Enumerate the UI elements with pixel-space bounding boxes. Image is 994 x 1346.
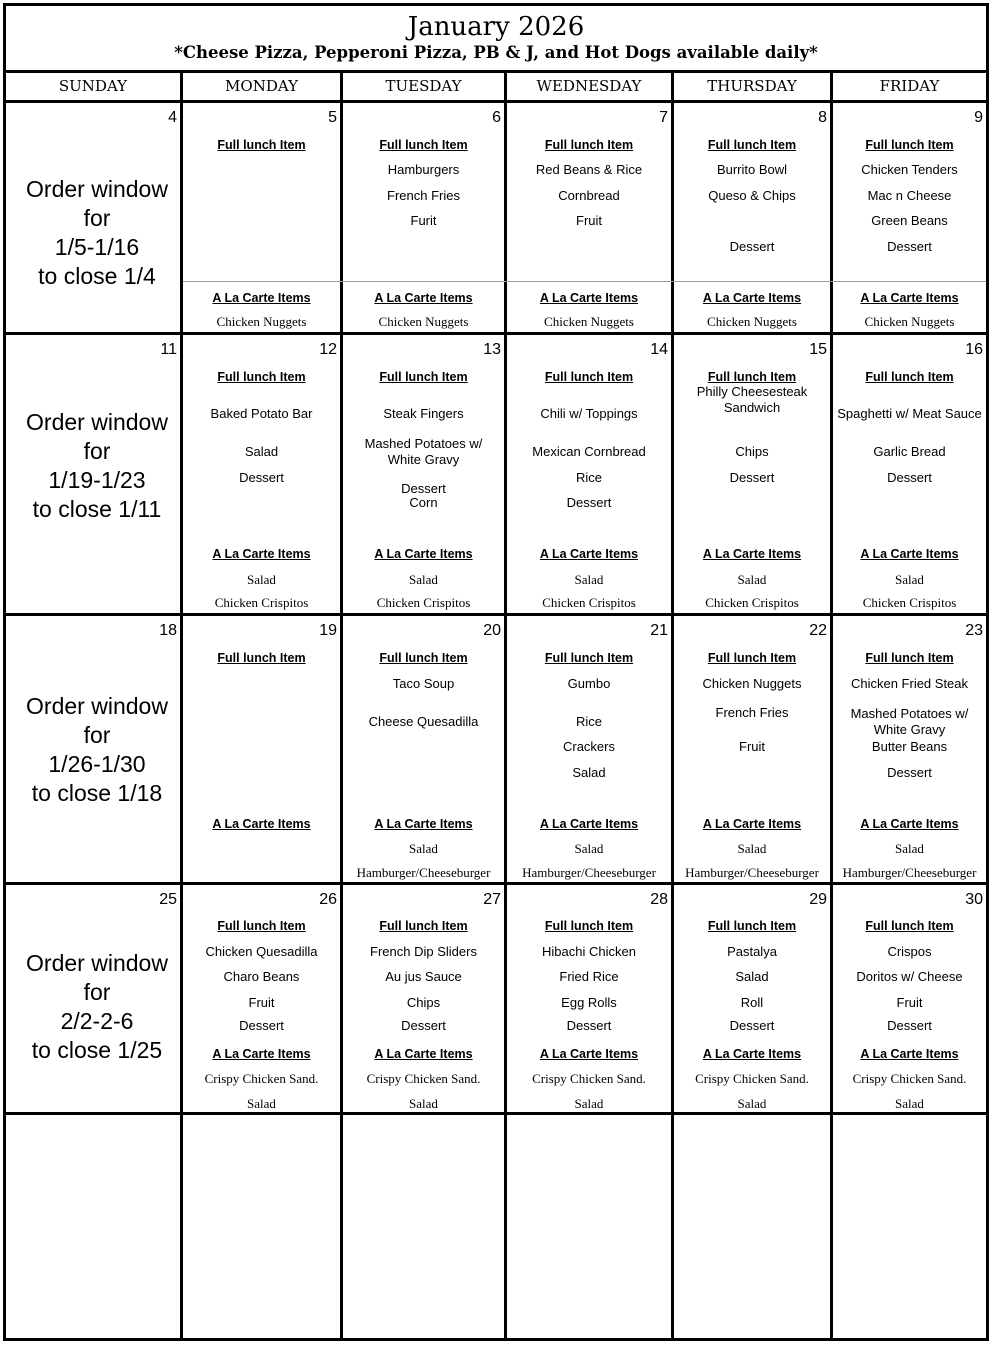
full-lunch-item: Roll (740, 995, 764, 1010)
full-lunch-item: French Dip Sliders (370, 944, 477, 959)
calendar-cell-sunday (6, 335, 180, 560)
a-la-carte-heading: A La Carte Items (539, 817, 639, 831)
calendar-cell-sunday (6, 103, 180, 328)
day-name-tuesday: TUESDAY (385, 77, 462, 95)
a-la-carte-item: Salad (409, 572, 438, 587)
day-number: 9 (974, 109, 983, 126)
full-lunch-heading: Full lunch Item (217, 138, 306, 152)
a-la-carte-heading: A La Carte Items (539, 291, 639, 305)
full-lunch-item: Crackers (562, 739, 615, 754)
order-window-line: for (83, 438, 111, 464)
full-lunch-item: Corn (409, 495, 438, 510)
a-la-carte-item: Chicken Nuggets (544, 314, 634, 329)
full-lunch-item: Rice (575, 470, 602, 485)
full-lunch-item: Salad (572, 765, 606, 780)
full-lunch-item: Hamburgers (387, 162, 460, 177)
calendar-cell (507, 335, 671, 610)
full-lunch-heading: Full lunch Item (707, 138, 797, 152)
order-window-line: to close 1/4 (38, 263, 156, 289)
a-la-carte-item: Hamburger/Cheeseburger (842, 865, 977, 880)
calendar-cell (507, 616, 671, 880)
full-lunch-item: Red Beans & Rice (535, 162, 643, 177)
order-window-line: Order window (26, 693, 168, 719)
a-la-carte-item: Chicken Nuggets (216, 314, 307, 329)
a-la-carte-heading: A La Carte Items (860, 291, 959, 305)
order-window-line: Order window (26, 176, 168, 202)
full-lunch-item: Fruit (739, 739, 765, 754)
a-la-carte-item: Salad (737, 572, 767, 587)
order-window-line: to close 1/25 (31, 1037, 163, 1063)
full-lunch-heading: Full lunch Item (865, 370, 954, 384)
full-lunch-item: Dessert (729, 239, 775, 254)
order-window-note (12, 692, 182, 808)
full-lunch-item: Gumbo (567, 676, 611, 691)
a-la-carte-item: Crispy Chicken Sand. (366, 1071, 481, 1086)
a-la-carte-item: Salad (247, 572, 276, 587)
a-la-carte-heading: A La Carte Items (860, 547, 959, 561)
full-lunch-item: Fruit (896, 995, 923, 1010)
day-number: 30 (965, 891, 983, 908)
a-la-carte-heading: A La Carte Items (212, 817, 311, 831)
calendar-header (6, 6, 986, 73)
day-name-monday: MONDAY (225, 77, 298, 95)
full-lunch-item: Mashed Potatoes w/ White Gravy (364, 436, 483, 467)
calendar-cell (507, 885, 671, 1110)
a-la-carte-item: Chicken Crispitos (376, 595, 471, 610)
a-la-carte-item: Chicken Crispitos (705, 595, 799, 610)
a-la-carte-heading: A La Carte Items (702, 547, 802, 561)
full-lunch-item: Philly Cheesesteak Sandwich (696, 384, 808, 415)
full-lunch-heading: Full lunch Item (379, 919, 468, 933)
calendar-cell (833, 885, 986, 1110)
full-lunch-heading: Full lunch Item (217, 651, 306, 665)
page-subtitle: *Cheese Pizza, Pepperoni Pizza, PB & J, and Hot Dogs available daily* (174, 43, 818, 62)
order-window-line: for (83, 205, 111, 231)
day-name-thursday: THURSDAY (707, 77, 797, 95)
a-la-carte-item: Crispy Chicken Sand. (204, 1071, 319, 1086)
a-la-carte-item: Salad (409, 1096, 438, 1111)
full-lunch-item: Dessert (729, 1018, 775, 1033)
a-la-carte-heading: A La Carte Items (860, 817, 959, 831)
calendar-cell (343, 885, 504, 1110)
full-lunch-item: Dessert (239, 470, 284, 485)
day-number: 14 (650, 341, 668, 358)
a-la-carte-heading: A La Carte Items (212, 291, 311, 305)
a-la-carte-item: Chicken Crispitos (862, 595, 957, 610)
a-la-carte-item: Salad (574, 841, 604, 856)
full-lunch-item: Furit (410, 213, 437, 228)
full-lunch-heading: Full lunch Item (379, 370, 468, 384)
calendar-cell (183, 885, 340, 1110)
full-lunch-item: Dessert (401, 481, 446, 496)
day-name-wednesday: WEDNESDAY (536, 77, 642, 95)
a-la-carte-heading: A La Carte Items (212, 547, 311, 561)
a-la-carte-heading: A La Carte Items (860, 1047, 959, 1061)
calendar-cell (833, 616, 986, 880)
full-lunch-item: Fruit (576, 213, 602, 228)
calendar-cell (183, 616, 340, 841)
order-window-line: Order window (26, 950, 168, 976)
a-la-carte-heading: A La Carte Items (212, 1047, 311, 1061)
order-window-note (12, 408, 182, 524)
calendar-cell (674, 103, 830, 328)
day-number: 21 (650, 622, 668, 639)
day-number: 27 (483, 891, 501, 908)
a-la-carte-item: Salad (737, 841, 767, 856)
full-lunch-item: Chicken Tenders (861, 162, 958, 177)
full-lunch-item: Queso & Chips (708, 188, 796, 203)
day-number: 28 (650, 891, 668, 908)
full-lunch-item: Green Beans (871, 213, 948, 228)
full-lunch-item: Taco Soup (392, 676, 455, 691)
a-la-carte-heading: A La Carte Items (539, 1047, 639, 1061)
order-window-line: Order window (26, 409, 168, 435)
day-number: 22 (809, 622, 827, 639)
full-lunch-heading: Full lunch Item (865, 138, 954, 152)
calendar-cell-sunday (6, 616, 180, 841)
a-la-carte-heading: A La Carte Items (374, 817, 473, 831)
a-la-carte-item: Hamburger/Cheeseburger (522, 865, 656, 880)
day-number: 25 (159, 891, 177, 908)
calendar-cell (343, 616, 504, 880)
full-lunch-item: Chips (406, 995, 441, 1010)
full-lunch-item: Hibachi Chicken (542, 944, 636, 959)
full-lunch-item: Garlic Bread (873, 444, 946, 459)
a-la-carte-item: Crispy Chicken Sand. (695, 1071, 809, 1086)
full-lunch-heading: Full lunch Item (544, 919, 634, 933)
full-lunch-heading: Full lunch Item (379, 651, 468, 665)
a-la-carte-item: Salad (895, 1096, 924, 1111)
day-number: 5 (328, 109, 337, 126)
full-lunch-item: Fried Rice (559, 969, 619, 984)
a-la-carte-item: Crispy Chicken Sand. (532, 1071, 646, 1086)
order-window-note (12, 175, 182, 291)
a-la-carte-item: Salad (247, 1096, 276, 1111)
order-window-note (12, 949, 182, 1065)
full-lunch-item: Spaghetti w/ Meat Sauce (837, 406, 982, 421)
full-lunch-heading: Full lunch Item (707, 370, 797, 384)
full-lunch-item: Salad (735, 969, 769, 984)
full-lunch-heading: Full lunch Item (865, 651, 954, 665)
full-lunch-heading: Full lunch Item (707, 651, 797, 665)
order-window-line: 1/5-1/16 (54, 234, 140, 260)
full-lunch-heading: Full lunch Item (217, 370, 306, 384)
calendar-cell (507, 103, 671, 328)
full-lunch-item: French Fries (715, 705, 789, 720)
a-la-carte-heading: A La Carte Items (702, 1047, 802, 1061)
a-la-carte-item: Chicken Crispitos (542, 595, 636, 610)
calendar-cell (674, 335, 830, 610)
full-lunch-heading: Full lunch Item (544, 370, 634, 384)
calendar-cell-sunday (6, 885, 180, 1110)
a-la-carte-heading: A La Carte Items (539, 547, 639, 561)
a-la-carte-item: Crispy Chicken Sand. (852, 1071, 967, 1086)
full-lunch-item: Chicken Quesadilla (205, 944, 318, 959)
day-name-friday: FRIDAY (879, 77, 940, 95)
full-lunch-heading: Full lunch Item (544, 651, 634, 665)
calendar-cell (833, 103, 986, 328)
a-la-carte-heading: A La Carte Items (702, 817, 802, 831)
a-la-carte-item: Salad (574, 572, 604, 587)
full-lunch-item: Pastalya (727, 944, 777, 959)
order-window-line: 2/2-2-6 (60, 1008, 134, 1034)
full-lunch-item: Cornbread (558, 188, 620, 203)
calendar-cell (674, 885, 830, 1110)
calendar-cell (343, 103, 504, 328)
calendar-frame (3, 3, 989, 1341)
full-lunch-item: Dessert (887, 1018, 932, 1033)
order-window-line: to close 1/18 (31, 780, 163, 806)
a-la-carte-item: Hamburger/Cheeseburger (685, 865, 819, 880)
full-lunch-item: Baked Potato Bar (210, 406, 313, 421)
full-lunch-item: Dessert (239, 1018, 284, 1033)
order-window-line: for (83, 979, 111, 1005)
full-lunch-item: Burrito Bowl (716, 162, 788, 177)
a-la-carte-item: Salad (737, 1096, 767, 1111)
full-lunch-item: Dessert (887, 765, 932, 780)
calendar-cell (183, 335, 340, 610)
full-lunch-item: Charo Beans (223, 969, 300, 984)
full-lunch-item: Cheese Quesadilla (368, 714, 479, 729)
full-lunch-item: Dessert (887, 239, 932, 254)
a-la-carte-item: Salad (574, 1096, 604, 1111)
a-la-carte-item: Chicken Nuggets (378, 314, 469, 329)
full-lunch-item: Dessert (566, 495, 612, 510)
order-window-line: to close 1/11 (32, 496, 162, 522)
a-la-carte-heading: A La Carte Items (702, 291, 802, 305)
full-lunch-item: Chicken Nuggets (702, 676, 802, 691)
full-lunch-heading: Full lunch Item (707, 919, 797, 933)
full-lunch-item: Mac n Cheese (867, 188, 952, 203)
a-la-carte-item: Hamburger/Cheeseburger (356, 865, 491, 880)
calendar-cell (674, 616, 830, 880)
day-number: 8 (818, 109, 827, 126)
day-number: 26 (319, 891, 337, 908)
day-number: 29 (809, 891, 827, 908)
full-lunch-item: Au jus Sauce (385, 969, 462, 984)
full-lunch-item: Steak Fingers (383, 406, 464, 421)
calendar-cell (833, 335, 986, 610)
a-la-carte-item: Salad (895, 841, 924, 856)
day-number: 4 (168, 109, 177, 126)
full-lunch-item: Fruit (248, 995, 275, 1010)
day-number: 23 (965, 622, 983, 639)
full-lunch-item: Mexican Cornbread (532, 444, 646, 459)
full-lunch-item: Chicken Fried Steak (850, 676, 969, 691)
full-lunch-heading: Full lunch Item (865, 919, 954, 933)
full-lunch-item: Chili w/ Toppings (540, 406, 638, 421)
a-la-carte-heading: A La Carte Items (374, 1047, 473, 1061)
a-la-carte-item: Chicken Nuggets (707, 314, 797, 329)
day-number: 20 (483, 622, 501, 639)
order-window-line: for (83, 722, 111, 748)
a-la-carte-item: Salad (409, 841, 438, 856)
full-lunch-item: Dessert (887, 470, 932, 485)
full-lunch-item: Dessert (401, 1018, 446, 1033)
full-lunch-item: Dessert (729, 470, 775, 485)
day-number: 12 (319, 341, 337, 358)
day-number: 6 (492, 109, 501, 126)
full-lunch-heading: Full lunch Item (379, 138, 468, 152)
day-number: 13 (483, 341, 501, 358)
a-la-carte-item: Chicken Crispitos (214, 595, 309, 610)
grid-line (6, 1112, 986, 1115)
full-lunch-item: Chips (735, 444, 769, 459)
full-lunch-heading: Full lunch Item (217, 919, 306, 933)
full-lunch-item: Mashed Potatoes w/ White Gravy (850, 706, 969, 737)
full-lunch-item: Doritos w/ Cheese (856, 969, 963, 984)
page-title: January 2026 (407, 12, 585, 42)
day-number: 11 (160, 341, 177, 358)
full-lunch-heading: Full lunch Item (544, 138, 634, 152)
day-number: 7 (659, 109, 668, 126)
full-lunch-item: Crispos (887, 944, 932, 959)
full-lunch-item: French Fries (387, 188, 460, 203)
day-number: 18 (159, 622, 177, 639)
full-lunch-item: Egg Rolls (561, 995, 617, 1010)
day-number: 16 (965, 341, 983, 358)
a-la-carte-item: Salad (895, 572, 924, 587)
a-la-carte-item: Chicken Nuggets (864, 314, 955, 329)
a-la-carte-heading: A La Carte Items (374, 547, 473, 561)
day-names-row (6, 73, 986, 103)
full-lunch-item: Butter Beans (871, 739, 948, 754)
full-lunch-item: Rice (575, 714, 602, 729)
order-window-line: 1/19-1/23 (48, 467, 146, 493)
calendar-cell (343, 335, 504, 610)
order-window-line: 1/26-1/30 (48, 751, 146, 777)
full-lunch-item: Salad (244, 444, 279, 459)
day-number: 15 (809, 341, 827, 358)
day-name-sunday: SUNDAY (58, 77, 128, 95)
calendar-cell (183, 103, 340, 328)
a-la-carte-heading: A La Carte Items (374, 291, 473, 305)
day-number: 19 (319, 622, 337, 639)
full-lunch-item: Dessert (566, 1018, 612, 1033)
